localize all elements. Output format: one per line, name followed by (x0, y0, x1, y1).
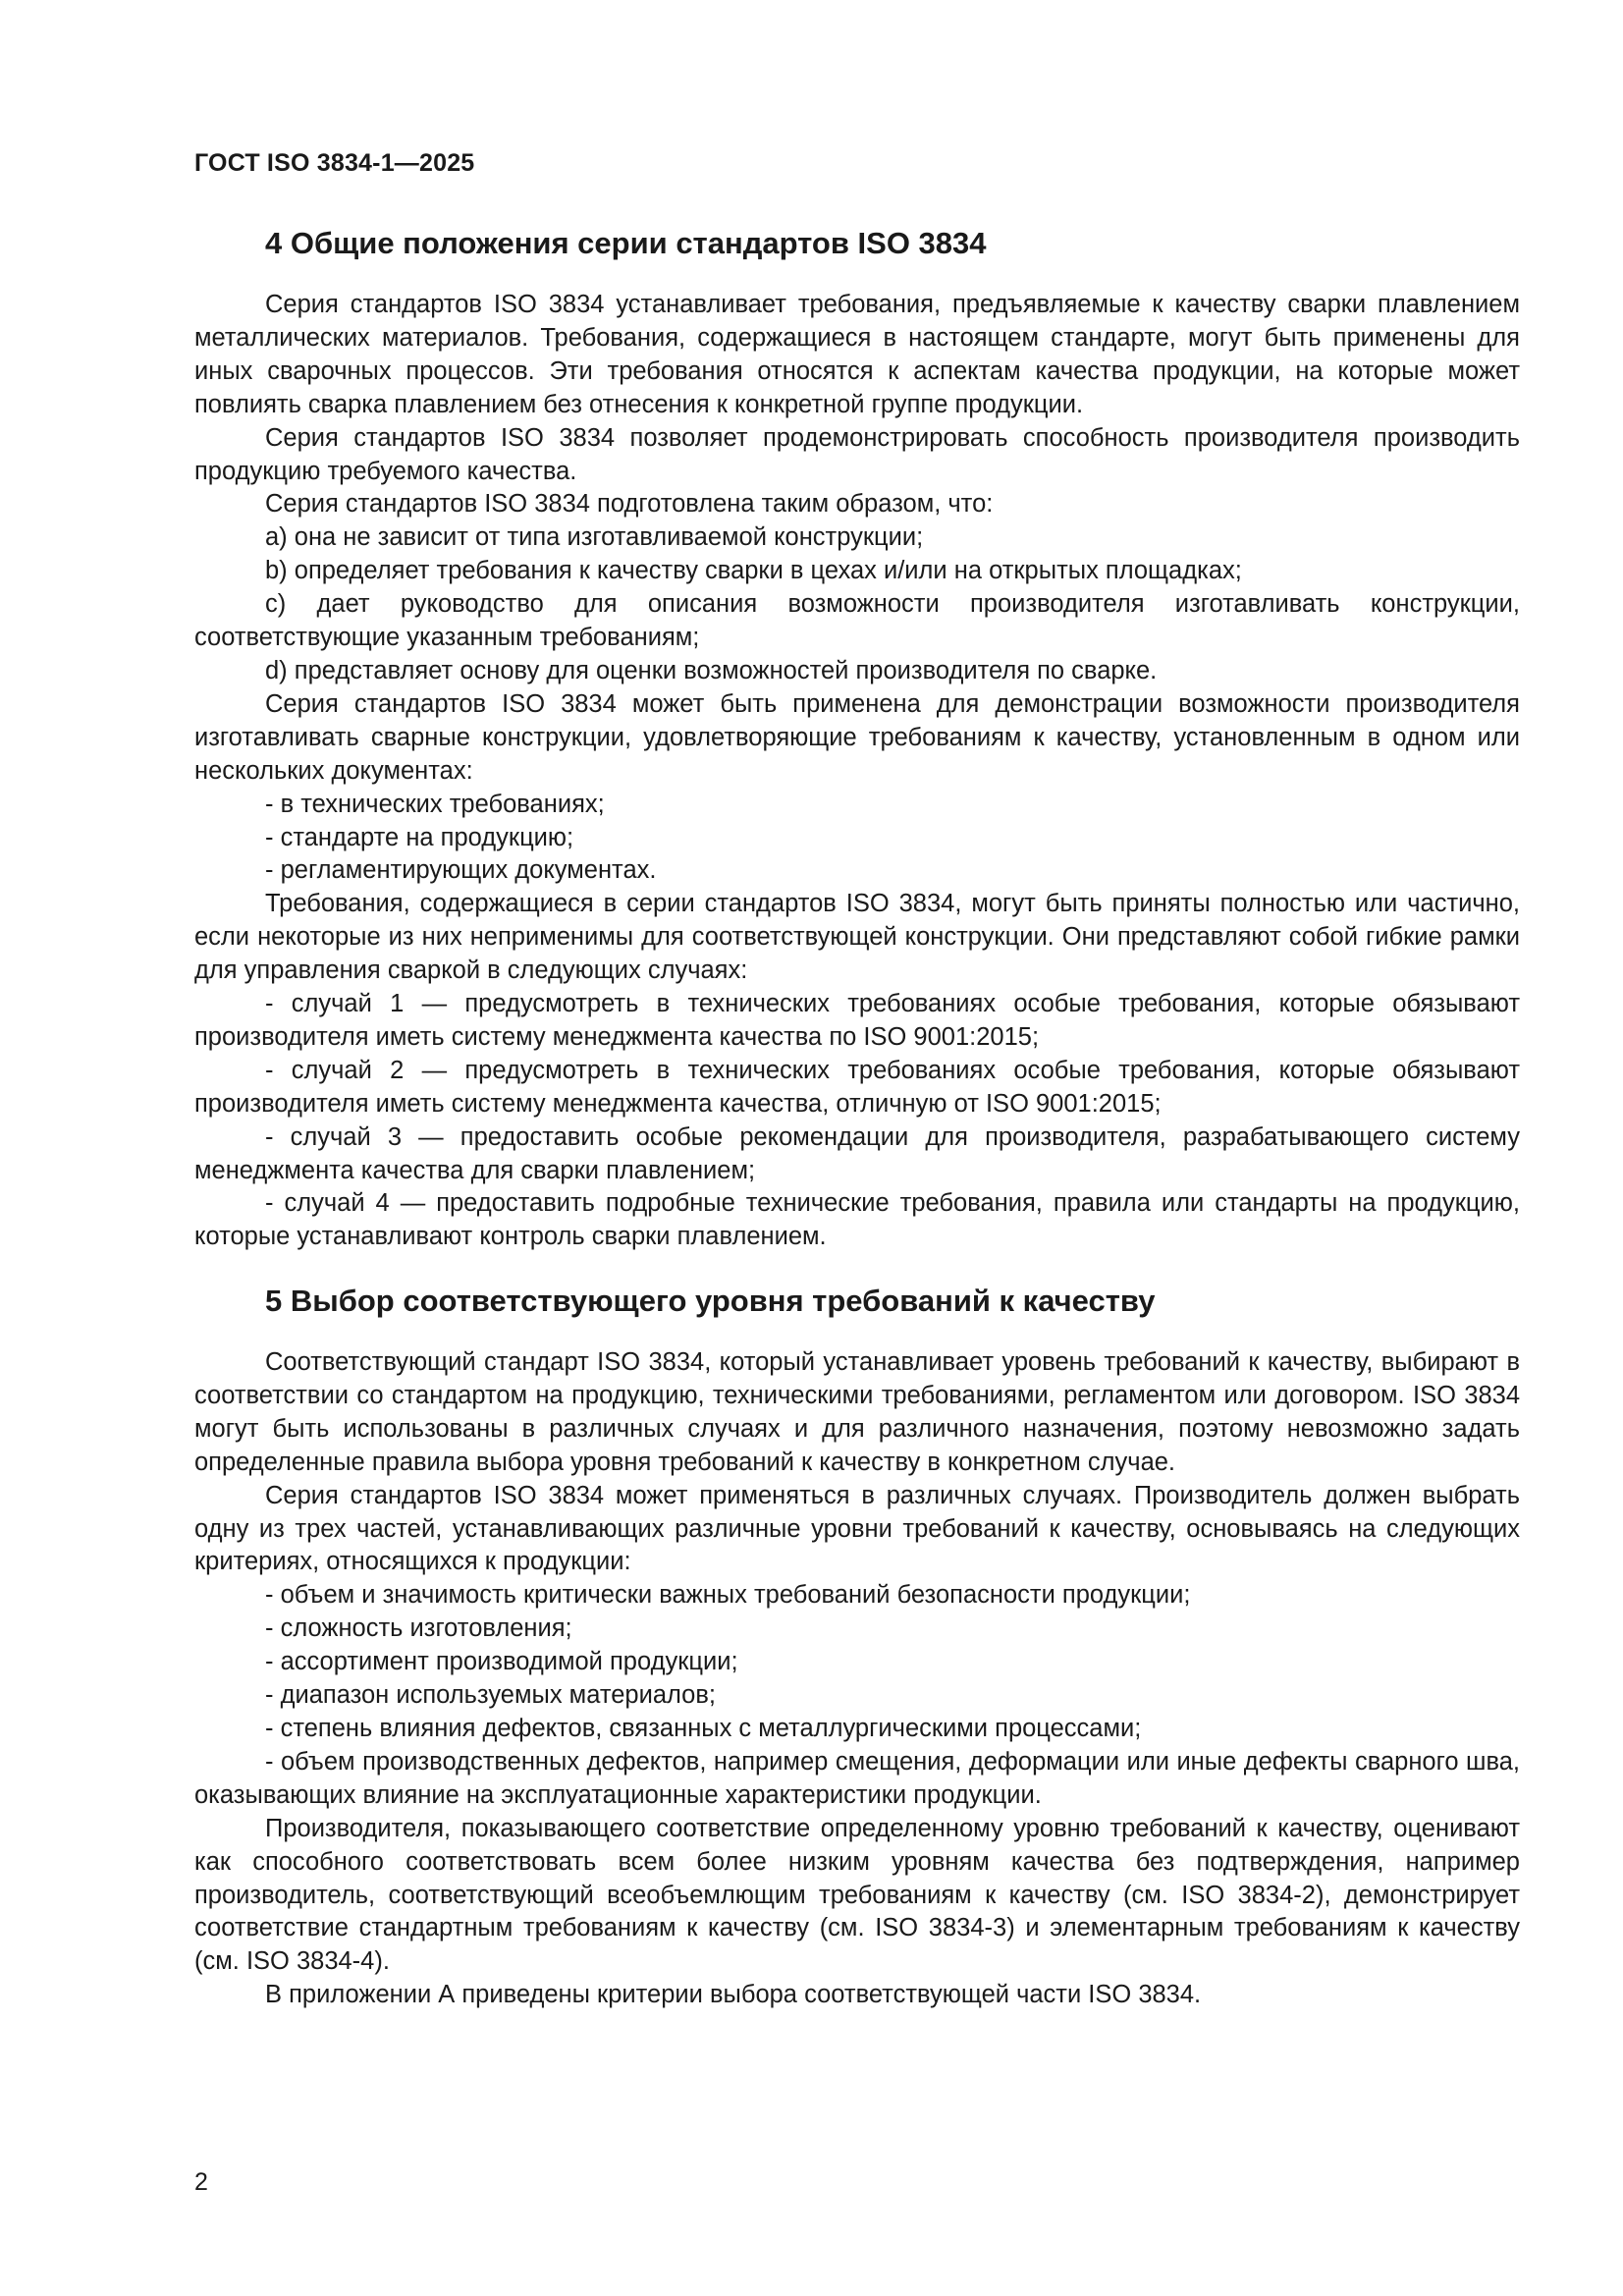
page-number: 2 (194, 2168, 208, 2196)
paragraph: Серия стандартов ISO 3834 устанавливает требования, предъявляемые к качеству сварки плавлением металлических материалов. Требования, содержащиеся в настоящем стандарте, могут быть применены для иных сварочных процессов. Эти требования относятся к аспектам качества продукции, на которые может повлиять сварка плавлением без отнесения к конкретной группе продукции. (194, 291, 1520, 418)
section-4-heading: 4 Общие положения серии стандартов ISO 3834 (265, 226, 987, 260)
list-item: - случай 3 — предоставить особые рекомендации для производителя, разрабатывающего систему менеджмента качества для сварки плавлением; (194, 1122, 1520, 1184)
paragraph: Серия стандартов ISO 3834 подготовлена таким образом, что: (265, 490, 994, 519)
list-item: - сложность изготовления; (265, 1614, 572, 1643)
paragraph: Серия стандартов ISO 3834 позволяет продемонстрировать способность производителя производить продукцию требуемого качества. (194, 423, 1520, 485)
list-item: - степень влияния дефектов, связанных с металлургическими процессами; (265, 1714, 1142, 1742)
document-code: ГОСТ ISO 3834-1—2025 (194, 149, 475, 177)
section-5 (194, 1282, 1520, 2012)
list-item: - случай 1 — предусмотреть в технических требованиях особые требования, которые обязывают производителя иметь систему менеджмента качества по ISO 9001:2015; (194, 990, 1520, 1051)
paragraph: Требования, содержащиеся в серии стандартов ISO 3834, могут быть приняты полностью или частично, если некоторые из них неприменимы для соответствующей конструкции. Они представляют собой гибкие рамки для управления сваркой в следующих случаях: (194, 890, 1520, 985)
list-item: - стандарте на продукцию; (265, 823, 574, 851)
list-item: c) дает руководство для описания возможности производителя изготавливать конструкции, соответствующие указанным требованиям; (194, 590, 1520, 652)
list-item: a) она не зависит от типа изготавливаемой конструкции; (265, 523, 924, 552)
list-item: b) определяет требования к качеству сварки в цехах и/или на открытых площадках; (265, 557, 1242, 585)
paragraph: В приложении А приведены критерии выбора соответствующей части ISO 3834. (265, 1981, 1202, 2009)
paragraph: Производителя, показывающего соответствие определенному уровню требований к качеству, оценивают как способного соответствовать всем более низким уровням качества без подтверждения, например производитель, соответствующий всеобъемлющим требованиям к качеству (см. ISO 3834-2), демонстрирует соответствие стандартным требованиям к качеству (см. ISO 3834-3) и элементарным требованиям к качеству (см. ISO 3834-4). (194, 1814, 1520, 1976)
paragraph: Серия стандартов ISO 3834 может быть применена для демонстрации возможности производителя изготавливать сварные конструкции, удовлетворяющие требованиям к качеству, установленным в одном или нескольких документах: (194, 689, 1520, 785)
paragraph: Соответствующий стандарт ISO 3834, который устанавливает уровень требований к качеству, выбирают в соответствии со стандартом на продукцию, техническими требованиями, регламентом или договором. ISO 3834 могут быть использованы в различных случаях и для различного назначения, поэтому невозможно задать определенные правила выбора уровня требований к качеству в конкретном случае. (194, 1348, 1520, 1476)
list-item: - случай 2 — предусмотреть в технических требованиях особые требования, которые обязывают производителя иметь систему менеджмента качества, отличную от ISO 9001:2015; (194, 1056, 1520, 1118)
list-item: d) представляет основу для оценки возможностей производителя по сварке. (265, 656, 1158, 684)
list-item: - объем производственных дефектов, например смещения, деформации или иные дефекты сварного шва, оказывающих влияние на эксплуатационные характеристики продукции. (194, 1747, 1520, 1809)
list-item: - в технических требованиях; (265, 790, 605, 818)
section-5-heading: 5 Выбор соответствующего уровня требований к качеству (265, 1284, 1156, 1318)
list-item: - регламентирующих документах. (265, 856, 657, 885)
list-item: - объем и значимость критически важных требований безопасности продукции; (265, 1581, 1191, 1610)
list-item: - случай 4 — предоставить подробные технические требования, правила или стандарты на продукцию, которые устанавливают контроль сварки плавлением. (194, 1189, 1520, 1251)
list-item: - ассортимент производимой продукции; (265, 1648, 738, 1676)
list-item: - диапазон используемых материалов; (265, 1681, 716, 1710)
section-4 (194, 224, 1520, 1254)
paragraph: Серия стандартов ISO 3834 может применяться в различных случаях. Производитель должен выбрать одну из трех частей, устанавливающих различные уровни требований к качеству, основываясь на следующих критериях, относящихся к продукции: (194, 1481, 1520, 1576)
